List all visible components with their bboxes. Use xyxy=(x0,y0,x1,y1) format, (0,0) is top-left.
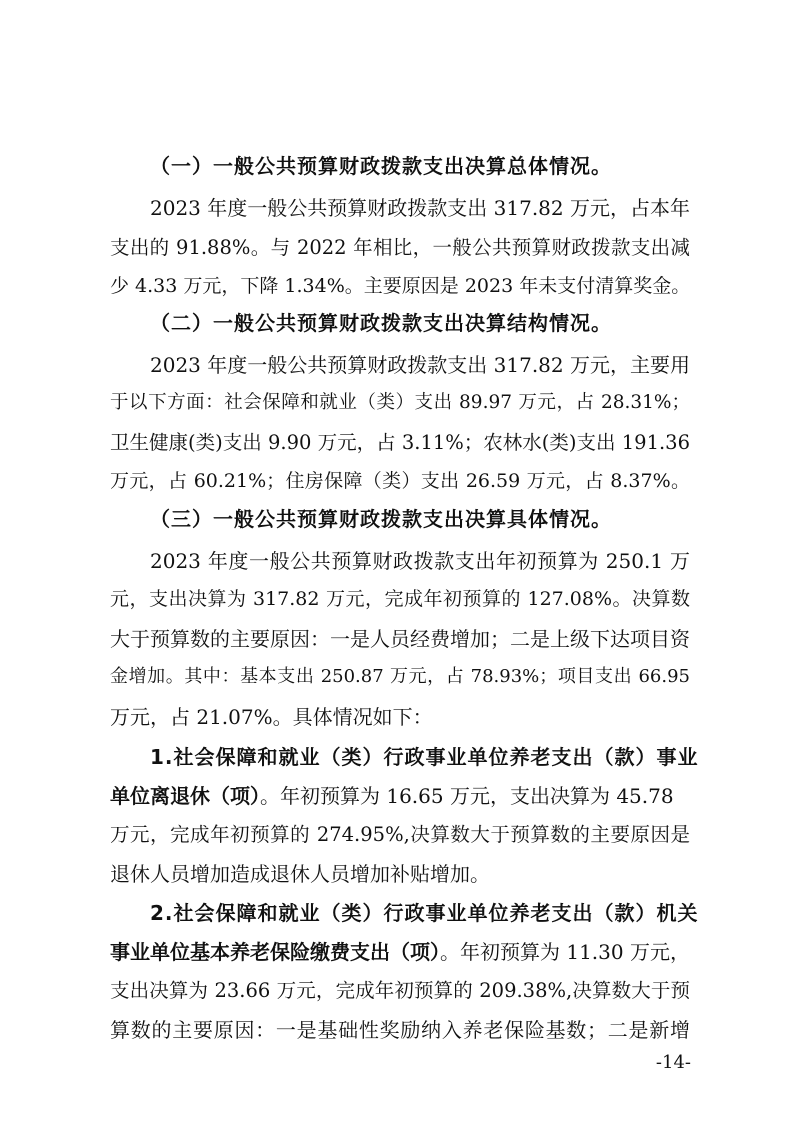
paragraph-line: 2023 年度一般公共预算财政拨款支出 317.82 万元，占本年 xyxy=(150,196,690,220)
paragraph-line: 卫生健康(类)支出 9.90 万元，占 3.11%；农林水(类)支出 191.36 xyxy=(110,431,690,454)
paragraph-line: 元，支出决算为 317.82 万元，完成年初预算的 127.08%。决算数 xyxy=(110,588,690,610)
paragraph-line: 支出决算为 23.66 万元，完成年初预算的 209.38%,决算数大于预 xyxy=(110,979,690,1002)
section-heading-3: （三）一般公共预算财政拨款支出决算具体情况。 xyxy=(150,507,612,531)
section-heading-1: （一）一般公共预算财政拨款支出决算总体情况。 xyxy=(150,154,612,178)
paragraph-line: 于以下方面：社会保障和就业（类）支出 89.97 万元，占 28.31%； xyxy=(110,392,690,413)
paragraph-line: 少 4.33 万元，下降 1.34%。主要原因是 2023 年未支付清算奖金。 xyxy=(110,275,691,297)
item-1-title-continued: 单位离退休（项） xyxy=(110,784,260,808)
paragraph-line: 2023 年度一般公共预算财政拨款支出 317.82 万元，主要用 xyxy=(150,353,690,377)
item-2-text: 。年初预算为 11.30 万元， xyxy=(440,940,690,964)
item-1-text: 。年初预算为 16.65 万元，支出决算为 45.78 xyxy=(260,784,674,808)
paragraph-line: 金增加。其中：基本支出 250.87 万元，占 78.93%；项目支出 66.95 xyxy=(110,666,690,687)
paragraph-line: 万元，占 60.21%；住房保障（类）支出 26.59 万元，占 8.37%。 xyxy=(110,470,690,492)
paragraph-line: 2023 年度一般公共预算财政拨款支出年初预算为 250.1 万 xyxy=(150,549,690,573)
paragraph-line: 支出的 91.88%。与 2022 年相比，一般公共预算财政拨款支出减 xyxy=(110,236,690,259)
paragraph-line: 算数的主要原因：一是基础性奖励纳入养老保险基数；二是新增 xyxy=(110,1018,690,1042)
paragraph-line: 万元，完成年初预算的 274.95%,决算数大于预算数的主要原因是 xyxy=(110,823,690,846)
item-2-title-continued: 事业单位基本养老保险缴费支出（项） xyxy=(110,940,440,964)
paragraph-line: 万元，占 21.07%。具体情况如下： xyxy=(110,705,433,729)
section-heading-2: （二）一般公共预算财政拨款支出决算结构情况。 xyxy=(150,311,612,335)
paragraph-line: 大于预算数的主要原因：一是人员经费增加；二是上级下达项目资 xyxy=(110,627,690,651)
paragraph-line: 退休人员增加造成退休人员增加补贴增加。 xyxy=(110,862,490,886)
item-2-line-2 xyxy=(110,936,690,965)
page-number: -14- xyxy=(655,1052,691,1073)
item-1-heading: 1.社会保障和就业（类）行政事业单位养老支出（款）事业 xyxy=(150,745,699,769)
item-1-line-2 xyxy=(110,780,690,809)
item-2-heading: 2.社会保障和就业（类）行政事业单位养老支出（款）机关 xyxy=(150,901,699,925)
